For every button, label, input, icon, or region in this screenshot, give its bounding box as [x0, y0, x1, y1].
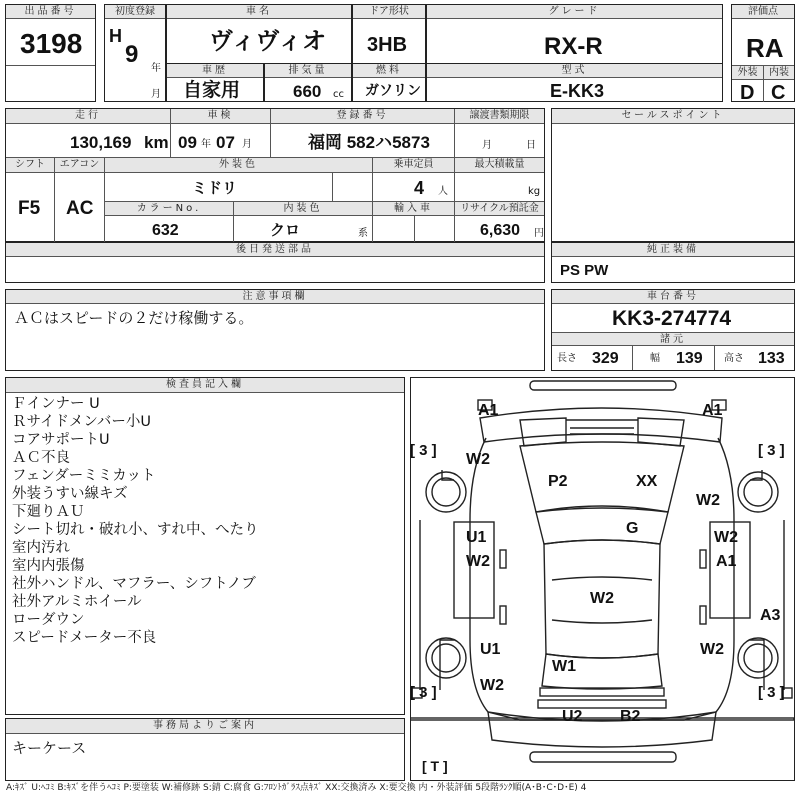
mileage: 130,169 [70, 133, 132, 152]
reg-number: 福岡 582ハ5873 [308, 133, 430, 152]
inspection-label: 車検 [170, 109, 270, 124]
inspector-note: ローダウン [12, 612, 85, 628]
code-roof: W2 [590, 590, 614, 607]
displacement-label: 排気量 [265, 64, 351, 78]
office-box [5, 718, 405, 781]
model-label: 型式 [427, 64, 722, 78]
fuel-label: 燃料 [353, 64, 425, 78]
first-reg-box [104, 4, 166, 102]
exterior-label: 外装 [732, 66, 763, 80]
dims-label: 諸元 [552, 333, 794, 346]
score-box [731, 4, 795, 102]
car-name-label: 車名 [167, 5, 351, 19]
max-load-label: 最大積載量 [454, 158, 544, 173]
capacity-unit: 人 [438, 186, 448, 197]
lot-box [5, 4, 96, 102]
code-fender-l: W2 [466, 451, 490, 468]
code-side-r: A3 [760, 607, 781, 624]
interior-label: 内装 [763, 66, 794, 80]
history-label: 車歴 [167, 64, 263, 78]
inspector-note: ＡＣ不良 [12, 450, 70, 466]
inspector-note: 社外アルミホイール [12, 594, 142, 610]
code-door-r-lower: A1 [716, 553, 737, 570]
transfer-day: 日 [526, 140, 536, 151]
model-box [426, 63, 723, 102]
ac-label: エアコン [54, 158, 104, 173]
inspector-note: Ｒサイドメンバー小U [12, 414, 151, 430]
ext-color: ミドリ [192, 180, 238, 197]
inspector-note: コアサポートU [12, 432, 110, 448]
later-parts-box [5, 242, 545, 283]
code-rear-q-l-lower: W2 [480, 677, 504, 694]
inspector-note: 室内内張傷 [12, 558, 85, 574]
int-color-unit: 系 [358, 228, 368, 239]
chassis-box [551, 289, 795, 371]
inspector-note: 社外ハンドル、マフラー、シフトノブ [12, 576, 256, 592]
import-label: 輸入車 [372, 202, 454, 216]
inspector-note: フェンダーミミカット [12, 468, 156, 484]
shift: F5 [18, 198, 41, 219]
code-tire-fr: [ 3 ] [758, 442, 785, 459]
year-unit: 年 [151, 63, 161, 74]
history-box [166, 63, 264, 102]
exterior-grade: D [740, 82, 755, 104]
mileage-unit: km [144, 133, 169, 152]
model: E-KK3 [550, 81, 605, 101]
office-note: キーケース [12, 739, 87, 757]
insp-year: 09 [178, 133, 197, 152]
history: 自家用 [183, 80, 241, 101]
reg-year: 9 [125, 41, 139, 68]
int-color: クロ [270, 222, 301, 239]
genuine-box [551, 242, 795, 283]
transfer-label: 譲渡書類期限 [454, 109, 544, 124]
insp-year-unit: 年 [201, 139, 211, 150]
chassis-label: 車台番号 [552, 290, 794, 304]
car-diagram [410, 377, 795, 781]
inspector-note: Ｆインナー U [12, 396, 100, 412]
insp-month: 07 [216, 133, 235, 152]
code-hood: P2 [548, 473, 568, 490]
score-label: 評価点 [732, 5, 794, 19]
fuel: ガソリン [365, 82, 421, 98]
interior-grade: C [771, 82, 786, 104]
later-parts-label: 後日発送部品 [6, 243, 544, 257]
transfer-month: 月 [482, 140, 492, 151]
code-front-right: A1 [702, 402, 723, 419]
code-tire-fl: [ 3 ] [410, 442, 437, 459]
recycle-unit: 円 [534, 228, 544, 239]
code-front-left: A1 [478, 402, 499, 419]
code-fender-r: W2 [696, 492, 720, 509]
code-rear-q-l-upper: U1 [480, 641, 501, 658]
code-door-l-lower: W2 [466, 553, 490, 570]
car-diagram-box [410, 377, 795, 781]
inspector-note: スピードメーター不良 [12, 630, 157, 646]
fuel-box [352, 63, 426, 102]
code-rear-q-r: W2 [700, 641, 724, 658]
code-tire-rr: [ 3 ] [758, 684, 785, 701]
era: H [109, 26, 122, 46]
legend: A:ｷｽﾞ U:ﾍｺﾐ B:ｷｽﾞを伴うﾍｺﾐ P:要塗装 W:補修跡 S:錆 C:腐食 G:ﾌﾛﾝﾄｶﾞﾗｽ点ｷｽﾞ XX:交換済み X:要交換 内・外装評価 5段階ﾗﾝｸ順(A･B･C･D･E) 4 [6, 783, 587, 793]
inspector-box [5, 377, 405, 715]
ext-color-label: 外装色 [104, 158, 372, 173]
displacement-box [264, 63, 352, 102]
recycle: 6,630 [480, 222, 521, 239]
inspector-label: 検査員記入欄 [6, 378, 404, 393]
code-hood-right: XX [636, 473, 658, 490]
displacement-unit: cc [333, 89, 344, 100]
grade-box [426, 4, 723, 64]
code-rear-r: B2 [620, 708, 641, 725]
car-name: ヴィヴィオ [209, 28, 327, 55]
inspector-note: 下廻りＡＵ [12, 504, 85, 520]
genuine-label: 純正装備 [552, 243, 794, 257]
height: 133 [758, 350, 785, 367]
door-box [352, 4, 426, 64]
grade: RX-R [544, 33, 603, 60]
sales-point-label: セールスポイント [552, 109, 794, 124]
score: RA [746, 33, 784, 63]
color-no-label: カラーNo. [105, 202, 233, 216]
inspector-note: 外装うすい線キズ [12, 486, 128, 502]
code-trunk: [ T ] [422, 758, 448, 774]
height-label: 高さ [724, 353, 744, 364]
lot-label: 出品番号 [6, 5, 95, 19]
lot-number: 3198 [20, 28, 83, 59]
sales-point-box [551, 108, 795, 242]
reg-label: 登録番号 [270, 109, 454, 124]
width: 139 [676, 350, 703, 367]
code-door-l-upper: U1 [466, 529, 487, 546]
car-name-box [166, 4, 352, 64]
door-type: 3HB [367, 34, 408, 56]
caution-label: 注意事項欄 [6, 290, 544, 304]
code-windshield: G [626, 520, 639, 537]
insp-month-unit: 月 [242, 139, 252, 150]
length-label: 長さ [557, 353, 577, 364]
grade-label: グレード [427, 5, 722, 19]
displacement: 660 [293, 82, 322, 101]
length: 329 [592, 350, 619, 367]
code-door-r-upper: W2 [714, 529, 738, 546]
color-no: 632 [152, 222, 179, 239]
code-rear-l: U2 [562, 708, 583, 725]
caution-text: ＡＣはスピードの２だけ稼働する。 [14, 309, 254, 327]
inspector-note: 室内汚れ [12, 540, 70, 556]
chassis-number: KK3-274774 [612, 307, 732, 330]
int-color-label: 内装色 [233, 202, 372, 216]
caution-box [5, 289, 545, 371]
ac: AC [66, 198, 94, 219]
first-reg-label: 初度登録 [105, 5, 165, 19]
shift-label: シフト [6, 158, 54, 173]
capacity: 4 [414, 178, 425, 198]
vehicle-info-box [5, 108, 545, 242]
genuine-equipment: PS PW [560, 262, 609, 279]
width-label: 幅 [650, 353, 660, 364]
max-load-unit: kg [528, 186, 541, 197]
code-rear-glass: W1 [552, 658, 576, 675]
office-label: 事務局よりご案内 [6, 719, 404, 734]
capacity-label: 乗車定員 [372, 158, 454, 173]
inspector-note: シート切れ・破れ小、すれ中、へたり [12, 522, 259, 538]
mileage-label: 走行 [6, 109, 170, 124]
door-label: ドア形状 [353, 5, 425, 19]
recycle-label: リサイクル預託金 [454, 202, 544, 216]
month-unit: 月 [151, 89, 161, 100]
code-tire-rl: [ 3 ] [410, 684, 437, 701]
